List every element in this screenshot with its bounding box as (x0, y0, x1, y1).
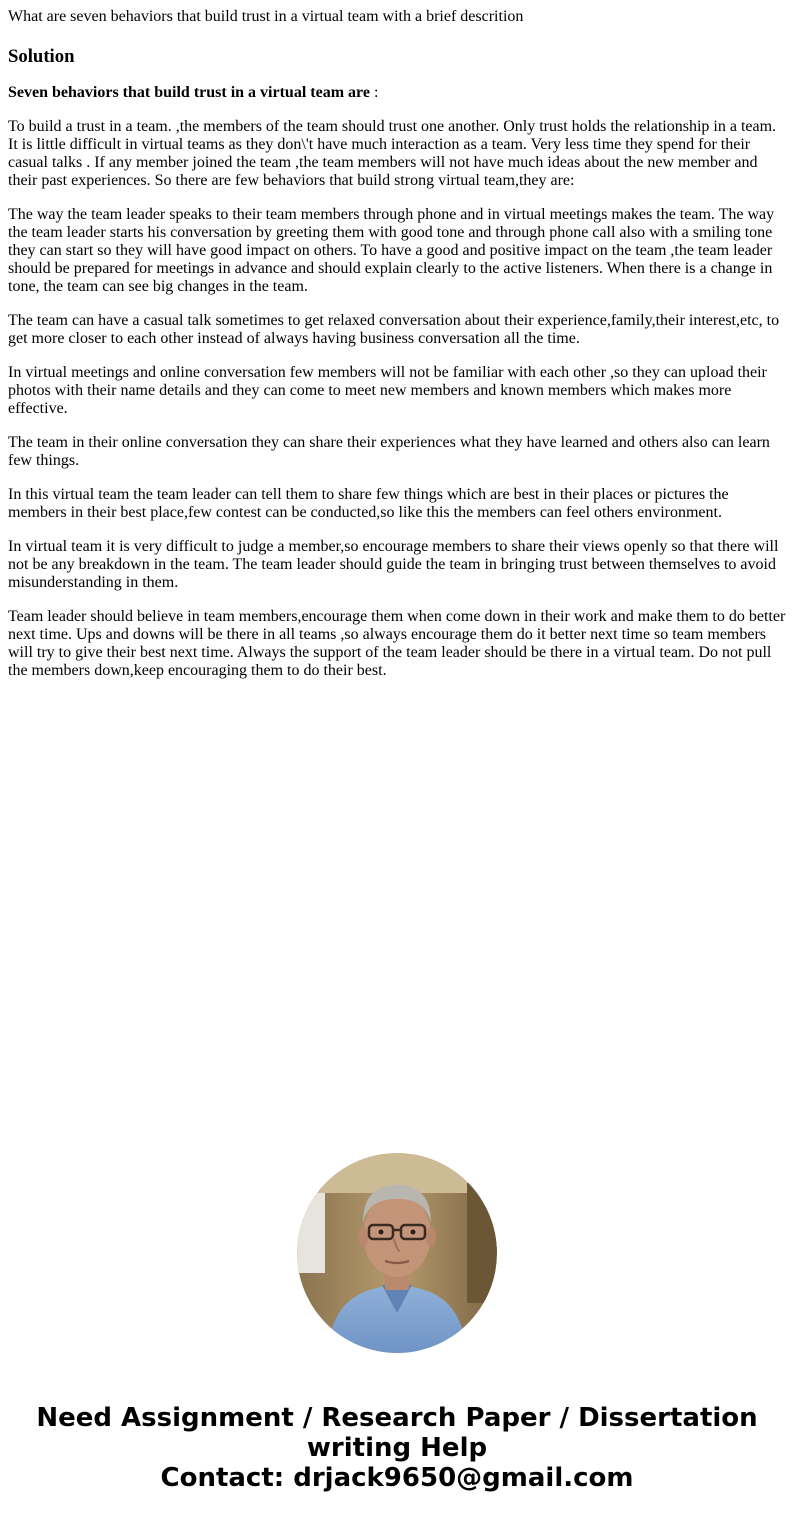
paragraph-photos: In virtual meetings and online conversation few members will not be familiar with each other ,so they can upload their photos with their name details and they can come to meet new members and known members which makes more effective. (8, 364, 767, 417)
solution-heading: Solution (8, 46, 75, 67)
footer-line-1: Need Assignment / Research Paper / Dissertation (36, 1403, 758, 1433)
avatar (297, 1153, 497, 1353)
footer-contact: Contact: drjack9650@gmail.com (160, 1463, 634, 1493)
paragraph-intro: To build a trust in a team. ,the members of the team should trust one another. Only trust holds the relationship in a team. It is little difficult in virtual teams as they don\'t have much interaction as a team. Very less time they spend for their casual talks . If any member joined the team ,the team members will not have much ideas about the new member and their past experiences. So there are few behaviors that build strong virtual team,they are: (8, 118, 777, 189)
answer-lead-bold: Seven behaviors that build trust in a virtual team are (8, 84, 370, 101)
question-text: What are seven behaviors that build trust in a virtual team with a brief descrition (8, 8, 524, 25)
paragraph-leader-tone: The way the team leader speaks to their team members through phone and in virtual meetings makes the team. The way the team leader starts his conversation by greeting them with good tone and through phone call also with a smiling tone they can start so they will have good impact on others. To have a good and positive impact on the team ,the team leader should be prepared for meetings in advance and should explain clearly to the active listeners. When there is a change in tone, the team can see big changes in the team. (8, 206, 775, 295)
footer-promo (0, 1403, 794, 1493)
answer-lead (8, 84, 788, 102)
answer-lead-suffix: : (369, 84, 379, 101)
paragraph-open-views: In virtual team it is very difficult to judge a member,so encourage members to share their views openly so that there will not be any breakdown in the team. The team leader should guide the team in bringing trust between themselves to avoid misunderstanding in them. (8, 538, 779, 591)
document-body (8, 8, 788, 680)
paragraph-share-experience: The team in their online conversation they can share their experiences what they have learned and others also can learn few things. (8, 434, 770, 469)
paragraph-share-places: In this virtual team the team leader can tell them to share few things which are best in their places or pictures the members in their best place,few contest can be conducted,so like this the members can feel others environment. (8, 486, 729, 521)
person-portrait-icon (297, 1153, 497, 1353)
paragraph-casual-talk: The team can have a casual talk sometimes to get relaxed conversation about their experience,family,their interest,etc, to get more closer to each other instead of always having business conversation all the time. (8, 312, 780, 347)
footer-line-2: writing Help (306, 1433, 488, 1463)
paragraph-believe: Team leader should believe in team members,encourage them when come down in their work and make them to do better next time. Ups and downs will be there in all teams ,so always encourage them do it better next time so team members will try to give their best next time. Always the support of the team leader should be there in a virtual team. Do not pull the members down,keep encouraging them to do their best. (8, 608, 786, 679)
